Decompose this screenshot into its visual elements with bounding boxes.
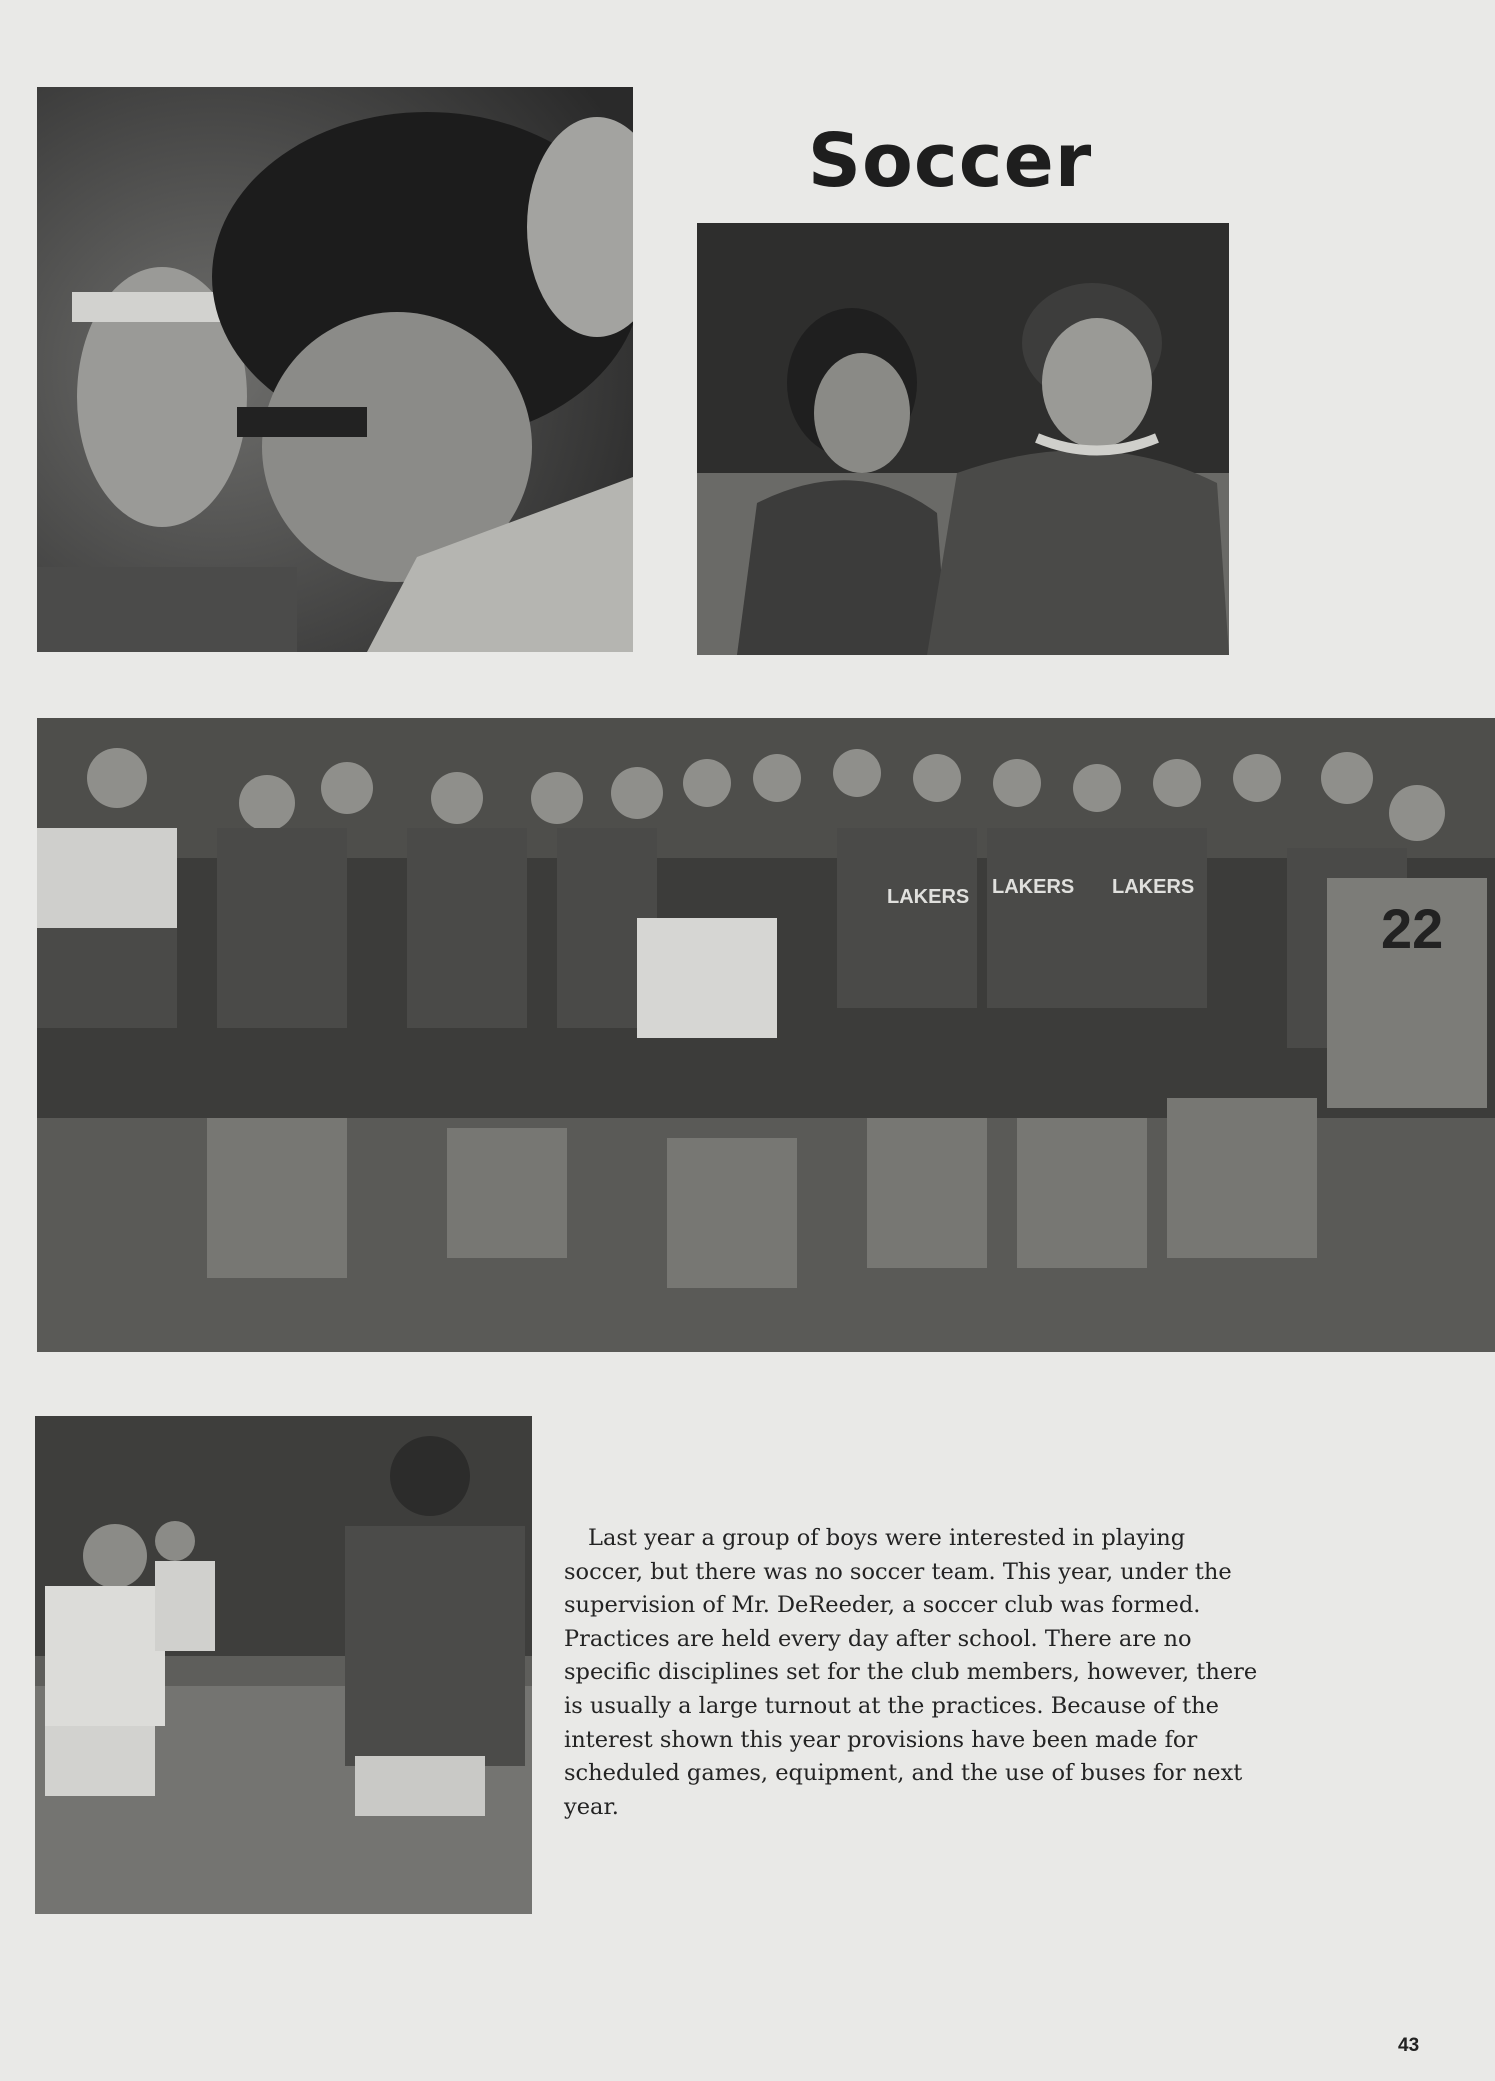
team-group-photo [37, 718, 1495, 1352]
practice-action-photo [35, 1416, 532, 1914]
page-title: Soccer [807, 118, 1093, 204]
jersey-lettering-2: LAKERS [992, 876, 1075, 898]
jersey-lettering-1: LAKERS [887, 886, 970, 908]
jersey-number: 22 [1381, 897, 1444, 960]
article-paragraph: Last year a group of boys were interested in playing soccer, but there was no soccer team. This year, under the supervision of Mr. DeReeder, a soccer club was formed. Practices are held every day after school. There are no specific disciplines set for the club members, however, there is usually a large turnout at the practices. Because of the interest shown this year provisions have been made for scheduled games, equipment, and the use of buses for next year. [564, 1525, 1258, 1820]
page-number: 43 [1398, 2035, 1420, 2056]
two-players-photo [697, 223, 1229, 655]
coach-closeup-photo [37, 87, 633, 652]
jersey-lettering-3: LAKERS [1112, 876, 1195, 898]
